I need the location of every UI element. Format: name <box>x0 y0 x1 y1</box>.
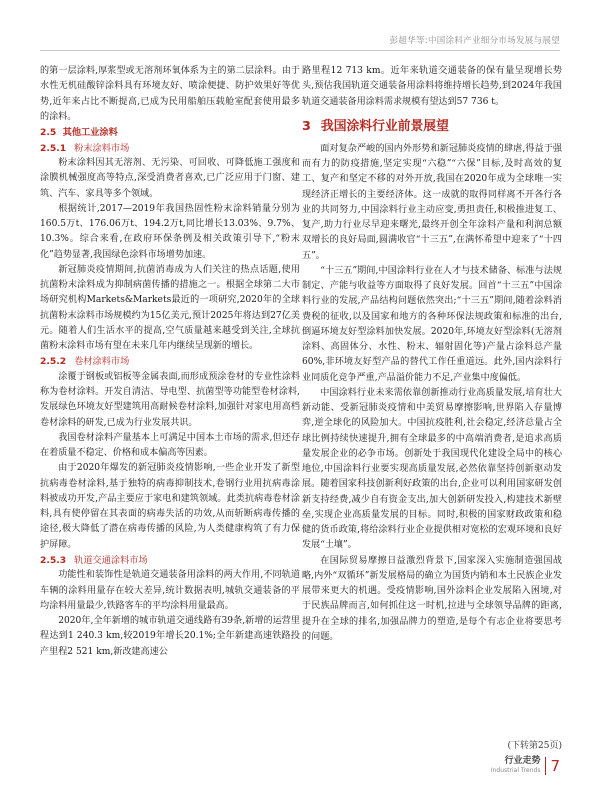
section-heading-2-5: 2.5 其他工业涂料 <box>40 127 118 138</box>
paragraph: 面对复杂严峻的国内外形势和新冠肺炎疫情的肆虐,得益于强而有力的防疫措施,坚定实现“六稳”“六保”目标,及时高效的复工、复产和坚定不移的对外开放,我国在2020年成为全球唯一实现经济正增长的主要经济体。这一成就的取得同样离不开各行各业的共同努力,中国涂料行业主动应变,勇担责任,积极推进复工、复产,助力行业尽早迎来曙光,最终开创全年涂料产量和利润总额双增长的良好局面,圆满收官“十三五”,在满怀希望中迎来了“十四五”。 <box>302 143 562 261</box>
page-footer <box>491 756 560 776</box>
subsection-heading-2-5-2: 2.5.2 卷材涂料市场 <box>40 356 130 368</box>
paragraph: 我国卷材涂料产量基本上可满足中国本土市场的需求,但还存在着质量不稳定、价格和成本偏高等因素。 <box>40 432 300 458</box>
paragraph: 功能性和装饰性是轨道交通装备用涂料的两大作用,不同轨道车辆的涂料用量存在较大差异,统计数据表明,城轨交通装备的平均涂料用量最少,铁路客车的平均涂料用量最高。 <box>40 570 300 611</box>
right-column <box>302 64 562 645</box>
footer-subtitle: Industrial Trends <box>490 767 541 774</box>
paragraph: 路里程12 713 km。近年来轨道交通装备的保有量呈现增长势头,预估我国轨道交通装备用涂料将维持增长趋势,到2024年我国轨道交通装备用涂料需求规模有望达到57 736 t。 <box>302 66 562 107</box>
paragraph: 在国际贸易摩擦日益激烈背景下,国家深入实施制造强国战略,内外“双循环”新发展格局的确立为国货内销和本土民族企业发展带来更大的机遇。受疫情影响,国外涂料企业发展陷入困境,对于民族品牌而言,如何抓住这一时机,拉进与全球领导品牌的距离,提升在全球的排名,加强品牌力的塑造,是每个有志企业将要思考的问题。 <box>302 555 562 642</box>
paragraph: 新冠肺炎疫情期间,抗菌消毒成为人们关注的热点话题,使用抗菌粉末涂料成为抑制病菌传播的措施之一。根据全球第二大市场研究机构Markets&Markets最近的一项研究,2020年的全球抗菌粉末涂料市场规模约为15亿美元,预计2025年将达到27亿美元。随着人们生活水平的提高,空气质量越来越受到关注,全球抗菌粉末涂料市场有望在未来几年内继续呈现新的增长。 <box>40 264 300 351</box>
paragraph: 粉末涂料因其无溶剂、无污染、可回收、可降低施工强度和涂膜机械强度高等特点,深受消费者喜欢,已广泛应用于门窗、建筑、汽车、家具等多个领域。 <box>40 158 300 199</box>
footer-title: 行业走势 <box>504 756 541 766</box>
paragraph: 涂覆于钢板或铝板等金属表面,而形成预涂卷材的专业性涂料称为卷材涂料。开发自清洁、导电型、抗菌型等功能型卷材涂料,发展绿色环境友好型建筑用高耐候卷材涂料,加强针对家电用高档卷材涂料的研发,已成为行业发展共识。 <box>40 371 300 428</box>
continued-note: (下转第25页) <box>507 741 562 751</box>
subsection-heading-2-5-3: 2.5.3 轨道交通涂料市场 <box>40 554 148 566</box>
header-divider <box>40 50 560 51</box>
paragraph: 由于2020年爆发的新冠肺炎疫情影响,一些企业开发了新型抗病毒卷材涂料,基于独特的病毒抑制技术,卷钢行业用抗病毒涂料被成功开发,产品主要应于家电和建筑领域。此类抗病毒卷材涂料,具有使停留在其表面的病毒失活的功效,从而斩断病毒传播的途径,极大降低了潜在病毒传播的风险,为人类健康构筑了有力保护屏障。 <box>40 463 300 550</box>
paragraph: 2020年,全年新增的城市轨道交通线路有39条,新增的运营里程达到1 240.3 km,较2019年增长20.1%;全年新建高速铁路投产里程2 521 km,新改建高速公 <box>40 616 300 657</box>
section-heading-3: 3 我国涂料行业前景展望 <box>302 118 449 134</box>
footer-label <box>491 756 541 776</box>
page-number: 7 <box>545 757 560 775</box>
paragraph: 根据统计,2017—2019年我国热固性粉末涂料销量分别为160.5万t、176.06万t、194.2万t,同比增长13.03%、9.7%、10.3%。综合来看,在政府环保条例及相关政策引导下,“粉末化”趋势显著,我国绿色涂料市场增势加速。 <box>40 203 300 260</box>
paragraph: 的第一层涂料,厚浆型或无溶剂环氧体系为主的第二层涂料。由于水性无机硅酸锌涂料具有环境友好、喷涂便捷、防护效果好等优势,近年来占比不断提高,已成为民用船舶压载舱室配套使用最多的涂料。 <box>40 66 300 122</box>
running-header: 彭超华等:中国涂料产业细分市场发展与展望 <box>389 36 560 46</box>
subsection-heading-2-5-1: 2.5.1 粉末涂料市场 <box>40 142 130 154</box>
paragraph: 中国涂料行业未来需依靠创新推动行业高质量发展,培育壮大新动能、受新冠肺炎疫情和中美贸易摩擦影响,世界陷入存量博弈,逆全球化的风险加大。中国抗疫胜利,社会稳定,经济总量占全球比例持续快速提升,拥有全球最多的中高端消费者,是追求高质量发展企业的必争市场。创新处于我国现代化建设全局中的核心地位,中国涂料行业要实现高质量发展,必然依靠坚持创新驱动发展。随着国家科技创新利好政策的出台,企业可以利用国家研发创新支持经费,减少自有资金支出,加大创新研发投入,构建技术新壁垒,实现企业高质量发展的目标。同时,积极的国家财政政策和稳健的货币政策,将给涂料行业企业提供相对宽松的宏观环境和良好发展“土壤”。 <box>302 387 562 551</box>
left-column <box>40 64 300 660</box>
paragraph: “十三五”期间,中国涂料行业在人才与技术储备、标准与法规制定、产能与收益等方面取得了良好发展。回首“十三五”中国涂料行业的发展,产品结构问题依然突出;“十三五”期间,随着涂料消费税的征收,以及国家和地方的各种环保法规政策和标准的出台,倒逼环境友好型涂料加快发展。2020年,环境友好型涂料(无溶剂涂料、高固体分、水性、粉末、辐射固化等)产量占涂料总产量60%,非环境友好型产品的替代工作任重道远。此外,国内涂料行业同质化竞争严重,产品溢价能力不足,产业集中度偏低。 <box>302 265 562 383</box>
